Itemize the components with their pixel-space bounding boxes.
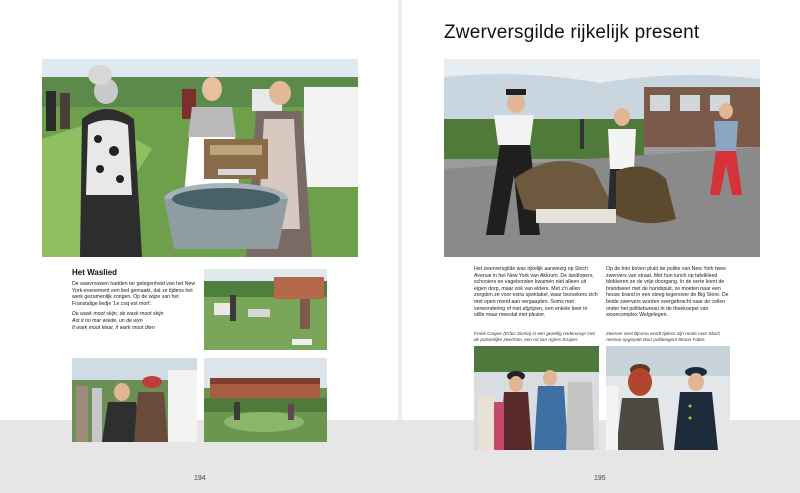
left-page (0, 0, 398, 493)
verse-line-3: It wark moot klear, it wark moot dien (72, 324, 155, 331)
caption-right: Zwerver nent Bjorma wordt tijdens zijn ronde over Sloch Avenue opgepakt door politieagent Simon Faber. (606, 331, 720, 342)
right-page-number: 195 (594, 475, 606, 482)
right-body-column-left: Het zwerversgilde was rijkelijk aanwezig op Sloch Avenue in het New York van Akkrum. De landlopers, schooiers en vagebonden kwamen niet alleen uit eigen dorp, maar ook van elders. Met z'n allen zorgden ze voor extra spektakel, waar bezoekers zich met open mond aan vergaapten. Soms met verwondering of met afgrijzen, een enkele keer in stille maar meestal met plezier. (474, 266, 598, 319)
right-body-column-right: Op de foto boven plukt de politie van New York twee zwervers van straat. Met hun lunch op tafelkleed blokkeren ze de vrije doorgang. In de verte komt de brandweer met de handspuit, ze moeten naar een heuse brand in een steeg tegenover de Big Store. De beide zwervers worden overgebracht naar de cellen onder het politiebureau in de theekoepel van wooncomplex Welgelegen. (606, 266, 729, 319)
photo-police-arrest (444, 59, 760, 257)
left-page-number: 194 (194, 475, 206, 482)
right-page (402, 0, 800, 493)
photo-washerwomen (42, 59, 358, 257)
page-title: Zwerversgilde rijkelijk present (444, 22, 700, 43)
verse-line-2: Ast it no mar wiede, un de wyn (72, 317, 143, 324)
verse-line-1: De wask moot skijn, de wask moot skijn (72, 311, 164, 318)
page-shadow (402, 420, 800, 493)
section-heading: Het Waslied (72, 268, 118, 277)
caption-left: Frank Cooper (Erfus Sinnia) in een gezellig onderonsje met de potsierlijke zwerfster, een rol van Agnes Kruiper. (474, 331, 595, 342)
intro-paragraph: De wasvrouwen hadden ter gelegenheid van het New York-evenement een lied gemaakt, dat ze tijdens het werk gezamenlijk zongen. Op de wijze van het Franstalige liedje 'Le coq est mort'. (72, 281, 196, 307)
page-shadow (0, 420, 398, 493)
photo-hatted-crowd (474, 346, 599, 450)
photo-tramp-policeman (606, 346, 730, 450)
photo-garden-building (204, 358, 327, 442)
photo-costumed-crowd (72, 358, 197, 442)
photo-garden-stalls (204, 269, 327, 350)
left-body-text (72, 281, 196, 331)
